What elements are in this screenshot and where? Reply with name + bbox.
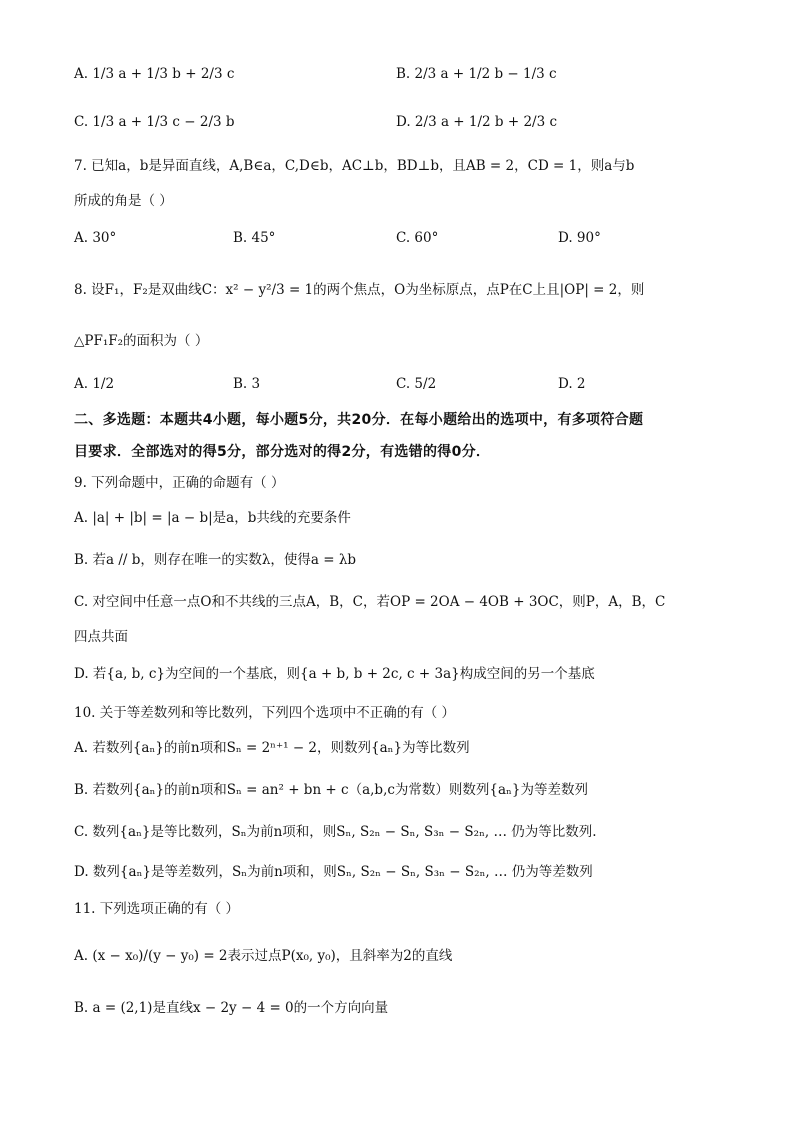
q8-option-a: A. 1/2 <box>74 376 115 392</box>
q6-option-b: B. 2/3 a + 1/2 b − 1/3 c <box>396 66 557 82</box>
q9-option-c: C. 对空间中任意一点O和不共线的三点A，B，C，若OP = 2OA − 4OB + 3OC，则P，A，B，C <box>74 594 666 610</box>
q11-stem: 11. 下列选项正确的有（ ） <box>74 901 240 917</box>
q8-stem-2: △PF₁F₂的面积为（ ） <box>74 333 209 349</box>
q9-option-d: D. 若{a, b, c}为空间的一个基底，则{a + b, b + 2c, c + 3a}构成空间的另一个基底 <box>74 666 595 682</box>
section2-heading-line1: 二、多选题：本题共4小题，每小题5分，共20分．在每小题给出的选项中，有多项符合题 <box>74 412 644 428</box>
q11-option-a: A. (x − x₀)/(y − y₀) = 2表示过点P(x₀, y₀)，且斜率为2的直线 <box>74 948 453 964</box>
q7-stem-2: 所成的角是（ ） <box>74 193 173 209</box>
q8-option-b: B. 3 <box>233 376 261 392</box>
q9-option-b: B. 若a // b，则存在唯一的实数λ，使得a = λb <box>74 552 357 568</box>
q10-option-a: A. 若数列{aₙ}的前n项和Sₙ = 2ⁿ⁺¹ − 2，则数列{aₙ}为等比数列 <box>74 740 470 756</box>
q7-option-c: C. 60° <box>396 230 439 246</box>
q6-option-a: A. 1/3 a + 1/3 b + 2/3 c <box>74 66 235 82</box>
q10-option-c: C. 数列{aₙ}是等比数列，Sₙ为前n项和，则Sₙ, S₂ₙ − Sₙ, S₃ₙ − S₂ₙ, … 仍为等比数列. <box>74 824 597 840</box>
q7-option-b: B. 45° <box>233 230 276 246</box>
q7-option-a: A. 30° <box>74 230 117 246</box>
q9-stem: 9. 下列命题中，正确的命题有（ ） <box>74 475 285 491</box>
q7-option-d: D. 90° <box>558 230 601 246</box>
q9-option-c-cont: 四点共面 <box>74 629 128 645</box>
q10-option-b: B. 若数列{aₙ}的前n项和Sₙ = an² + bn + c（a,b,c为常数）则数列{aₙ}为等差数列 <box>74 782 588 798</box>
q6-option-c: C. 1/3 a + 1/3 c − 2/3 b <box>74 114 235 130</box>
q10-option-d: D. 数列{aₙ}是等差数列，Sₙ为前n项和，则Sₙ, S₂ₙ − Sₙ, S₃ₙ − S₂ₙ, … 仍为等差数列 <box>74 864 593 880</box>
q7-stem: 7. 已知a，b是异面直线，A,B∈a，C,D∈b，AC⊥b，BD⊥b，且AB = 2，CD = 1，则a与b <box>74 158 635 174</box>
q8-stem: 8. 设F₁，F₂是双曲线C：x² − y²/3 = 1的两个焦点，O为坐标原点，点P在C上且|OP| = 2，则 <box>74 282 645 298</box>
q6-option-d: D. 2/3 a + 1/2 b + 2/3 c <box>396 114 558 130</box>
q10-stem: 10. 关于等差数列和等比数列，下列四个选项中不正确的有（ ） <box>74 705 456 721</box>
q8-option-c: C. 5/2 <box>396 376 437 392</box>
q8-option-d: D. 2 <box>558 376 586 392</box>
section2-heading-line2: 目要求．全部选对的得5分，部分选对的得2分，有选错的得0分． <box>74 444 491 460</box>
q11-option-b: B. a = (2,1)是直线x − 2y − 4 = 0的一个方向向量 <box>74 1000 389 1016</box>
q9-option-a: A. |a| + |b| = |a − b|是a，b共线的充要条件 <box>74 510 351 526</box>
